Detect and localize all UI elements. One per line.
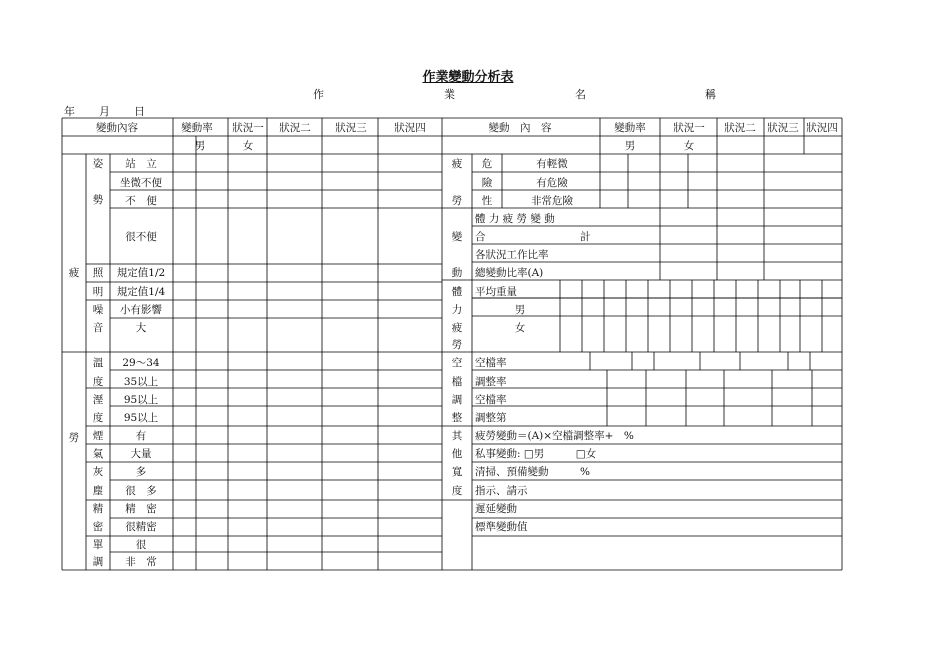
right-group-char: 動	[451, 267, 463, 279]
right-group-char: 他	[451, 448, 463, 460]
idle-rate-label-2: 空檔率	[475, 394, 507, 406]
job-name-char: 名	[575, 88, 586, 101]
header-female-right: 女	[683, 140, 695, 152]
sub-category-char: 姿	[92, 158, 104, 170]
sub-category-char: 溼	[92, 394, 104, 406]
header-male-right: 男	[624, 140, 636, 152]
right-group-char: 調	[451, 394, 463, 406]
adjust-no-label: 調整第	[475, 412, 507, 424]
date-day: 日	[134, 105, 145, 118]
right-group-char: 其	[451, 430, 463, 442]
sub-category-char: 塵	[92, 485, 104, 497]
header-status-4-right: 狀況四	[806, 122, 838, 134]
item-label: 35以上	[123, 376, 159, 388]
date-month: 月	[99, 105, 110, 118]
standard-label: 標準變動值	[475, 521, 528, 533]
sub-category-char: 溫	[92, 357, 104, 369]
item-label: 很不便	[125, 231, 157, 243]
sub-category-char: 單	[92, 539, 104, 551]
group-char: 勞	[68, 432, 80, 444]
item-label: 不 便	[125, 195, 157, 207]
right-group-char: 力	[451, 304, 463, 316]
sub-category-char: 音	[92, 322, 104, 334]
form-title: 作業變動分析表	[422, 70, 514, 85]
header-rate-right: 變動率	[614, 122, 646, 134]
item-label: 規定值1/2	[116, 267, 166, 279]
right-group-char: 度	[451, 485, 463, 497]
personal-change: 私事變動: □男 □女	[475, 448, 597, 460]
job-name-char: 稱	[705, 88, 716, 101]
right-group-char: 勞	[451, 339, 463, 351]
danger-char: 危	[481, 158, 493, 170]
sub-category-char: 精	[92, 503, 104, 515]
group-char: 疲	[68, 267, 80, 279]
item-label: 很	[135, 539, 147, 551]
sub-category-char: 調	[92, 556, 104, 568]
header-male: 男	[194, 140, 206, 152]
sub-category-char: 照	[92, 267, 104, 279]
item-label: 非 常	[125, 556, 157, 568]
header-content-right: 變動 內 容	[488, 122, 552, 134]
danger-high: 非常危險	[531, 195, 573, 207]
total-label-left: 合	[475, 231, 486, 243]
right-group-char: 空	[451, 357, 463, 369]
cleaning-change: 清掃、預備變動 %	[475, 466, 590, 478]
item-label: 95以上	[123, 412, 159, 424]
total-label-right: 計	[580, 231, 591, 243]
header-status-3: 狀況三	[335, 122, 367, 134]
sub-category-char: 密	[92, 521, 104, 533]
header-female: 女	[242, 140, 254, 152]
item-label: 站 立	[125, 158, 157, 170]
sub-category-char: 灰	[92, 466, 104, 478]
weight-female-label: 女	[514, 322, 526, 334]
header-status-2-right: 狀況二	[724, 122, 756, 134]
header-content: 變動內容	[96, 122, 138, 134]
job-name-char: 作	[313, 88, 324, 101]
date-year: 年	[64, 105, 75, 118]
danger-yes: 有危險	[536, 177, 568, 189]
item-label: 規定值1/4	[116, 286, 166, 298]
total-ratio-label: 總變動比率(A)	[475, 267, 544, 279]
right-group-char: 體	[451, 286, 463, 298]
right-group-char: 疲	[451, 322, 463, 334]
danger-char: 性	[481, 195, 493, 207]
sub-category-char: 勢	[92, 194, 104, 206]
item-label: 很精密	[125, 521, 157, 533]
item-label: 大	[135, 322, 147, 334]
body-fatigue-label: 體 力 疲 勞 變 動	[475, 213, 555, 225]
weight-male-label: 男	[514, 304, 526, 316]
item-label: 精 密	[125, 503, 157, 515]
header-status-2: 狀況二	[279, 122, 311, 134]
item-label: 很 多	[125, 485, 157, 497]
header-status-1: 狀況一	[232, 122, 264, 134]
sub-category-char: 度	[92, 376, 104, 388]
item-label: 95以上	[123, 394, 159, 406]
sub-category-char: 度	[92, 412, 104, 424]
item-label: 29～34	[122, 357, 160, 369]
header-rate: 變動率	[181, 122, 213, 134]
right-group-char: 整	[451, 412, 463, 424]
danger-slight: 有輕微	[536, 158, 568, 170]
header-status-3-right: 狀況三	[767, 122, 799, 134]
right-group-char: 疲	[451, 158, 463, 170]
avg-weight-label: 平均重量	[475, 286, 517, 298]
sub-category-char: 明	[92, 286, 104, 298]
adjust-rate-label: 調整率	[475, 376, 507, 388]
item-label: 大量	[130, 448, 152, 460]
header-status-1-right: 狀況一	[673, 122, 705, 134]
job-name-char: 業	[444, 88, 455, 101]
work-ratio-label: 各狀況工作比率	[475, 249, 549, 261]
sub-category-char: 煙	[92, 430, 104, 442]
item-label: 多	[135, 466, 147, 478]
header-status-4: 狀況四	[394, 122, 426, 134]
item-label: 坐微不便	[120, 177, 162, 189]
right-group-char: 寬	[451, 466, 463, 478]
fatigue-formula: 疲勞變動＝(A)×空檔調整率+ %	[475, 430, 634, 442]
sub-category-char: 噪	[92, 304, 104, 316]
sub-category-char: 氣	[92, 448, 104, 460]
right-group-char: 檔	[451, 376, 463, 388]
right-group-char: 變	[451, 231, 463, 243]
item-label: 小有影響	[120, 304, 162, 316]
idle-rate-label: 空檔率	[475, 357, 507, 369]
instruction-label: 指示、請示	[475, 485, 528, 497]
danger-char: 險	[481, 177, 493, 189]
right-group-char: 勞	[451, 195, 463, 207]
item-label: 有	[135, 430, 147, 442]
delay-label: 遲延變動	[475, 503, 517, 515]
